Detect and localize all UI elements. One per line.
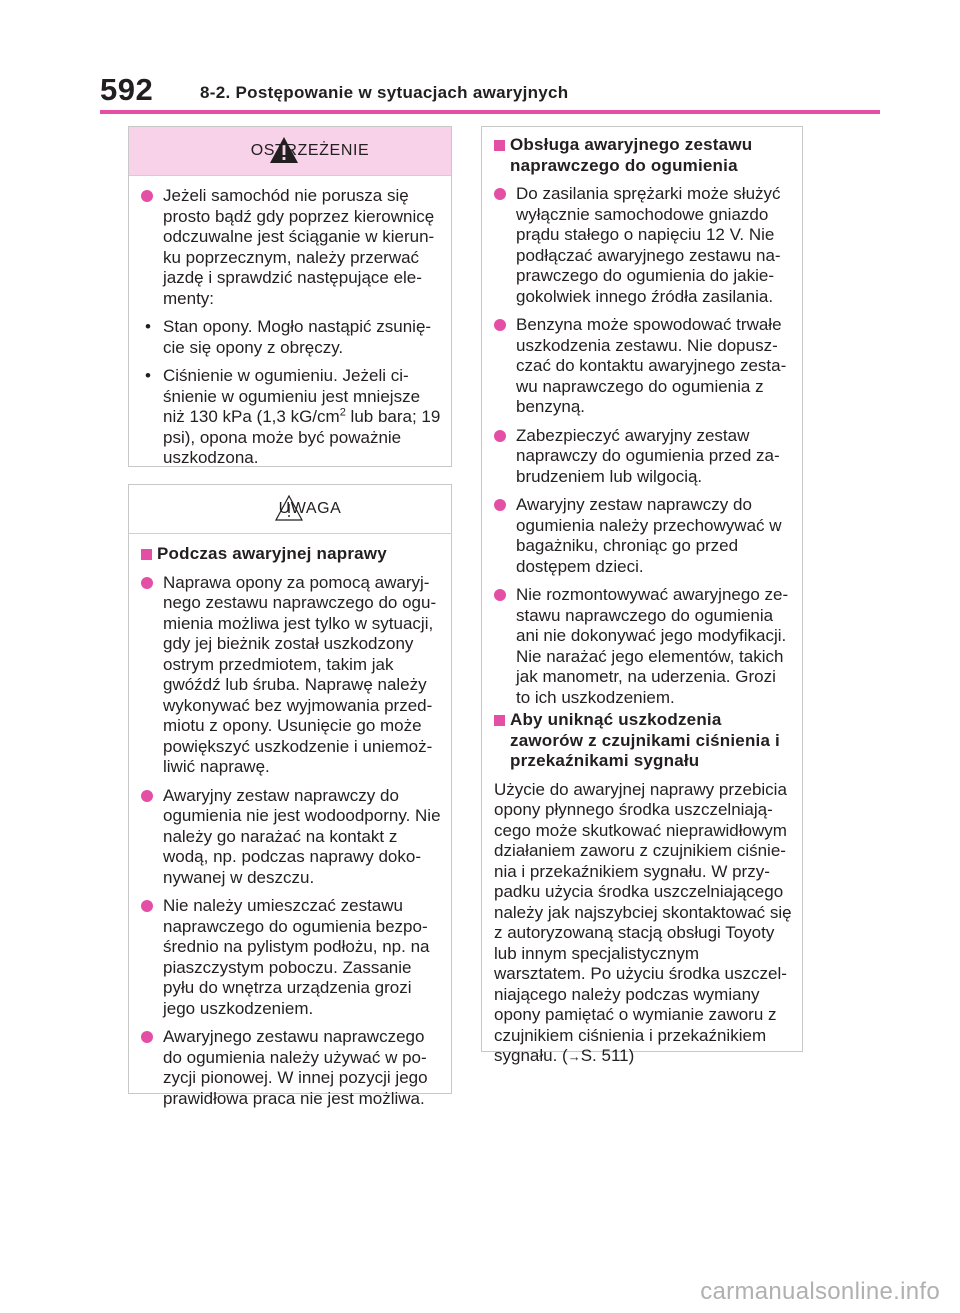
warning-bullet: Jeżeli samochód nie porusza się prosto bądź gdy poprzez kierownicę odczuwalne jest ściąganie w kierun-ku poprzecznym, należy przerwać jazdę i sprawdzić następujące ele-menty: <box>141 186 441 309</box>
section-title: 8-2. Postępowanie w sytuacjach awaryjnych <box>200 83 569 102</box>
warning-box <box>128 126 452 467</box>
notice-heading: Podczas awaryjnej naprawy <box>141 544 441 565</box>
arrow-right-icon: → <box>567 1049 581 1064</box>
info-bullet: Do zasilania sprężarki może służyć wyłącznie samochodowe gniazdo prądu stałego o napięciu 12 V. Nie podłączać awaryjnego zestawu na-prawczego do ogumienia do jakie-gokolwiek innego źródła zasilania. <box>494 184 792 307</box>
square-bullet-icon <box>494 140 505 151</box>
watermark: carmanualsonline.info <box>700 1278 940 1305</box>
square-bullet-icon <box>494 715 505 726</box>
warning-title: OSTRZEŻENIE <box>250 142 370 159</box>
bullet-dot-icon <box>141 1031 153 1043</box>
page-number: 592 <box>100 72 154 107</box>
info-box <box>481 126 803 1065</box>
bullet-dot-icon <box>494 589 506 601</box>
info-heading: Aby uniknąć uszkodzenia zaworów z czujnikami ciśnienia i przekaźnikami sygnału <box>494 710 792 772</box>
info-bullet: Awaryjny zestaw naprawczy do ogumienia należy przechowywać w bagażniku, chroniąc go przed dostępem dzieci. <box>494 495 792 577</box>
notice-title: UWAGA <box>278 500 342 517</box>
bullet-dot-icon <box>494 499 506 511</box>
notice-bullet: Awaryjnego zestawu naprawczego do ogumienia należy używać w po-zycji pionowej. W innej pozycji jego prawidłowa praca nie jest możliwa. <box>141 1027 441 1109</box>
notice-bullet: Nie należy umieszczać zestawu naprawczego do ogumienia bezpo-średnio na pylistym podłożu, np. na piaszczystym poboczu. Zassanie pyłu do wnętrza urządzenia grozi jego uszkodzeniem. <box>141 896 441 1019</box>
bullet-dot-icon <box>141 577 153 589</box>
bullet-dot-icon <box>141 900 153 912</box>
notice-box <box>128 484 452 1108</box>
page-reference-link[interactable]: S. 511) <box>580 1046 635 1065</box>
bullet-dot-icon <box>494 188 506 200</box>
info-heading: Obsługa awaryjnego zestawu naprawczego do ogumienia <box>494 135 792 176</box>
warning-box-header <box>129 127 451 176</box>
bullet-dot-icon <box>141 790 153 802</box>
bullet-dot-icon <box>494 430 506 442</box>
info-bullet: Benzyna może spowodować trwałe uszkodzenia zestawu. Nie dopusz-czać do kontaktu awaryjnego zesta-wu naprawczego do ogumienia z benzyną. <box>494 315 792 418</box>
warning-subitem: • Ciśnienie w ogumieniu. Jeżeli ci-śnienie w ogumieniu jest mniejsze niż 130 kPa (1,3 $kG/cm^2$ lub bara; 19 psi), opona może być poważnie uszkodzona. <box>145 366 441 467</box>
info-bullet: Zabezpieczyć awaryjny zestaw naprawczy do ogumienia przed za-brudzeniem lub wilgocią. <box>494 426 792 488</box>
warning-subitem: • Stan opony. Mogło nastąpić zsunię-cie się opony z obręczy. <box>145 317 432 357</box>
notice-bullet: Awaryjny zestaw naprawczy do ogumienia nie jest wodoodporny. Nie należy go narażać na kontakt z wodą, np. podczas naprawy doko-nywanej w deszczu. <box>141 786 441 889</box>
notice-box-header <box>129 485 451 534</box>
header-divider <box>100 110 880 114</box>
info-paragraph: Użycie do awaryjnej naprawy przebicia opony płynnego środka uszczelniają-cego może skutkować nieprawidłowym działaniem zaworu z czujnikiem ciśnie-nia i przekaźnikiem sygnału. W przy-padku użycia środka uszczelniającego należy jak najszybciej skontaktować się z autoryzowaną stacją obsługi Toyoty lub innym specjalistycznym warsztatem. Po użyciu środka uszczel-niającego należy podczas wymiany opony pamiętać o wymianie zaworu z czujnikiem ciśnienia i przekaźnikiem sygnału. (→S. 511) <box>494 779 792 1065</box>
notice-bullet: Naprawa opony za pomocą awaryj-nego zestawu naprawczego do ogu-mienia możliwa jest tylko w sytuacji, gdy jej bieżnik został uszkodzony ostrym przedmiotem, takim jak gwóźdź lub śruba. Naprawę należy wykonywać bez wyjmowania przed-miotu z opony. Usunięcie go może powiększyć uszkodzenie i uniemoż-liwić naprawę. <box>141 573 441 778</box>
bullet-dot-icon <box>494 319 506 331</box>
page-header <box>100 70 880 112</box>
info-bullet: Nie rozmontowywać awaryjnego ze-stawu naprawczego do ogumienia ani nie dokonywać jego modyfikacji. Nie narażać jego elementów, takich jak manometr, na uderzenia. Grozi to ich uszkodzeniem. <box>494 585 792 708</box>
square-bullet-icon <box>141 549 152 560</box>
bullet-dot-icon <box>141 190 153 202</box>
